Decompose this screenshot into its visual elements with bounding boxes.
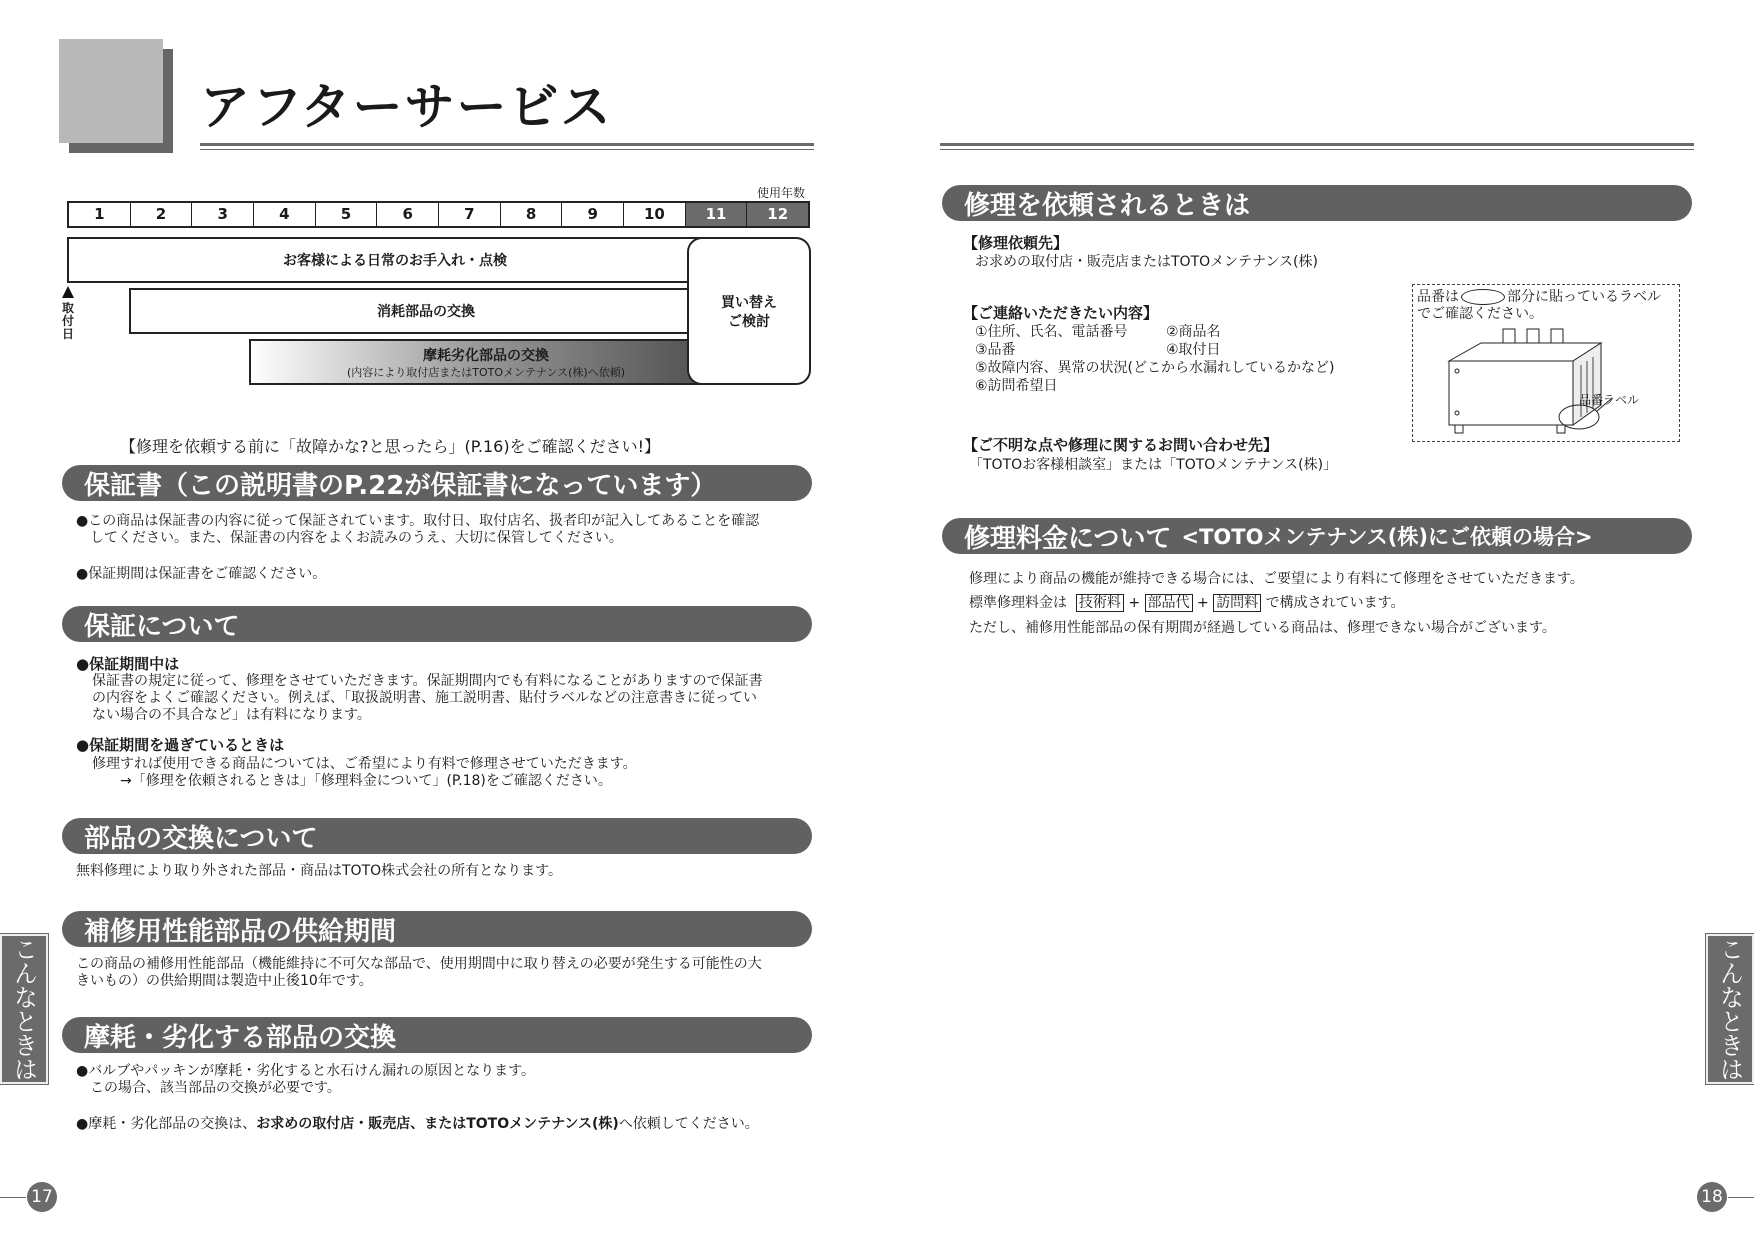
year-cell: 6 — [377, 203, 439, 226]
warranty-sub-heading-in-period: ●保証期間中は — [76, 655, 180, 673]
repair-fee-line-1: 修理により商品の機能が維持できる場合には、ご要望により有料にて修理をさせていただきます。 — [969, 571, 1584, 587]
product-label-callout: 品番ラベル — [1579, 393, 1640, 407]
warranty-expired-text — [92, 756, 637, 790]
contact-item-1: ①住所、氏名、電話番号 — [975, 324, 1128, 340]
repair-fee-heading-sub: <TOTOメンテナンス(株)にご依頼の場合> — [1181, 525, 1593, 549]
page-number-right: 18 — [1697, 1182, 1727, 1212]
section-heading-warranty-card: 保証書（この説明書のP.22が保証書になっています） — [62, 465, 812, 501]
product-label-illustration — [1412, 284, 1680, 442]
arrow-daily-care-label: お客様による日常のお手入れ・点検 — [283, 253, 507, 269]
fee-visit: 訪問料 — [1213, 594, 1261, 612]
parts-exchange-text: 無料修理により取り外された部品・商品はTOTO株式会社の所有となります。 — [76, 863, 563, 879]
supply-period-text — [76, 956, 762, 990]
text-line: ●バルブやパッキンが摩耗・劣化すると水石けん漏れの原因となります。 — [76, 1063, 535, 1079]
usage-years-label: 使用年数 — [757, 186, 806, 200]
inquiry-label: 【ご不明な点や修理に関するお問い合わせ先】 — [963, 436, 1279, 454]
section-heading-repair-fee — [942, 518, 1692, 554]
side-tab-right[interactable]: こんなときは — [1706, 934, 1754, 1084]
repair-destination-text: お求めの取付店・販売店またはTOTOメンテナンス(株) — [975, 254, 1318, 270]
text-span-bold: お求めの取付店・販売店、またはTOTOメンテナンス(株) — [256, 1116, 619, 1132]
title-decoration-box — [59, 39, 163, 143]
contact-item-5: ⑤故障内容、異常の状況(どこから水漏れしているかなど) — [975, 360, 1335, 376]
page-number-rule — [0, 1197, 26, 1198]
fee-parts: 部品代 — [1145, 594, 1193, 612]
year-cell: 4 — [254, 203, 316, 226]
repair-destination-label: 【修理依頼先】 — [963, 234, 1069, 252]
section-heading-warranty: 保証について — [62, 606, 812, 642]
warranty-in-period-text — [92, 673, 763, 724]
plus-sign: + — [1197, 595, 1209, 611]
title-rule-thin — [200, 149, 814, 150]
year-cell: 10 — [624, 203, 686, 226]
fee-technical: 技術料 — [1076, 594, 1124, 612]
year-cell: 12 — [747, 203, 808, 226]
text-line: してください。また、保証書の内容をよくお読みのうえ、大切に保管してください。 — [90, 530, 623, 546]
warranty-period-text: ●保証期間は保証書をご確認ください。 — [76, 566, 327, 582]
contact-item-6: ⑥訪問希望日 — [975, 378, 1058, 394]
page-title: アフターサービス — [200, 78, 613, 136]
repair-fee-line-2 — [969, 595, 1405, 612]
pre-repair-notice: 【修理を依頼する前に「故障かな?と思ったら」(P.16)をご確認ください!】 — [120, 437, 660, 456]
arrow-consumables-label: 消耗部品の交換 — [377, 304, 475, 320]
text-span: ●摩耗・劣化部品の交換は、 — [76, 1116, 257, 1132]
wear-parts-request-text — [76, 1116, 759, 1133]
year-cell: 9 — [562, 203, 624, 226]
dispenser-unit-icon — [1441, 325, 1621, 437]
year-cell: 5 — [316, 203, 378, 226]
section-heading-wear-parts: 摩耗・劣化する部品の交換 — [62, 1017, 812, 1053]
text-line: この場合、該当部品の交換が必要です。 — [90, 1080, 341, 1096]
product-label-caption — [1417, 289, 1661, 323]
year-cell: 11 — [686, 203, 748, 226]
text-span: へ依頼してください。 — [618, 1116, 759, 1132]
year-cell: 1 — [69, 203, 131, 226]
contact-item-3: ③品番 — [975, 342, 1016, 358]
year-cell: 3 — [192, 203, 254, 226]
text-line: きいもの）の供給期間は製造中止後10年です。 — [76, 973, 373, 989]
repair-fee-heading-text: 修理料金について — [964, 523, 1172, 554]
title-rule — [200, 143, 814, 146]
caption-text: 品番は — [1417, 289, 1459, 305]
contact-item-2: ②商品名 — [1166, 324, 1221, 340]
warranty-sub-heading-expired: ●保証期間を過ぎているときは — [76, 736, 285, 754]
side-tab-left[interactable]: こんなときは — [0, 934, 48, 1084]
text-line: 保証書の規定に従って、修理をさせていただきます。保証期間内でも有料になることがありますので保証書 — [92, 673, 763, 689]
year-scale — [67, 201, 810, 228]
text-line: ない場合の不具合など」は有料になります。 — [92, 707, 371, 723]
section-heading-parts-exchange: 部品の交換について — [62, 818, 812, 854]
replace-box-label — [688, 294, 810, 332]
replace-box-line1: 買い替え — [721, 295, 777, 311]
text-line: この商品の補修用性能部品（機能維持に不可欠な部品で、使用期間中に取り替えの必要が発生する可能性の大 — [76, 956, 762, 972]
installation-marker-icon — [62, 286, 74, 298]
text-line: →「修理を依頼されるときは」「修理料金について」(P.18)をご確認ください。 — [120, 773, 612, 789]
arrow-wear-parts-note: (内容により取付店またはTOTOメンテナンス(株)へ依頼) — [346, 366, 626, 379]
text-line: ●この商品は保証書の内容に従って保証されています。取付日、取付店名、扱者印が記入してあることを確認 — [76, 513, 760, 529]
right-top-rule — [940, 143, 1694, 146]
text-span: で構成されています。 — [1265, 595, 1405, 611]
wear-parts-text — [76, 1063, 535, 1097]
text-line: 修理すれば使用できる商品については、ご希望により有料で修理させていただきます。 — [92, 756, 637, 772]
year-cell: 2 — [131, 203, 193, 226]
text-span: 標準修理料金は — [969, 595, 1067, 611]
repair-fee-line-3: ただし、補修用性能部品の保有期間が経過している商品は、修理できない場合がございます。 — [969, 620, 1556, 636]
caption-text: 部分に貼っているラベル — [1507, 289, 1661, 305]
page-number-left: 17 — [27, 1182, 57, 1212]
ellipse-marker-icon — [1461, 289, 1505, 305]
text-line: の内容をよくご確認ください。例えば、「取扱説明書、施工説明書、貼付ラベルなどの注意書きに従ってい — [92, 690, 757, 706]
warranty-card-text — [76, 513, 759, 547]
replace-box-line2: ご検討 — [728, 314, 770, 330]
section-heading-repair-request: 修理を依頼されるときは — [942, 185, 1692, 221]
year-cell: 7 — [439, 203, 501, 226]
page-number-rule — [1728, 1197, 1754, 1198]
arrow-wear-parts-label: 摩耗劣化部品の交換 — [423, 348, 549, 364]
section-heading-supply-period: 補修用性能部品の供給期間 — [62, 911, 812, 947]
inquiry-text: 「TOTOお客様相談室」または「TOTOメンテナンス(株)」 — [969, 457, 1338, 473]
plus-sign: + — [1128, 595, 1141, 611]
caption-text: でご確認ください。 — [1417, 306, 1543, 322]
contact-item-4: ④取付日 — [1166, 342, 1221, 358]
installation-date-label: 取付日 — [61, 301, 74, 341]
contact-content-label: 【ご連絡いただきたい内容】 — [963, 304, 1159, 322]
right-top-rule-thin — [940, 149, 1694, 150]
year-cell: 8 — [501, 203, 563, 226]
